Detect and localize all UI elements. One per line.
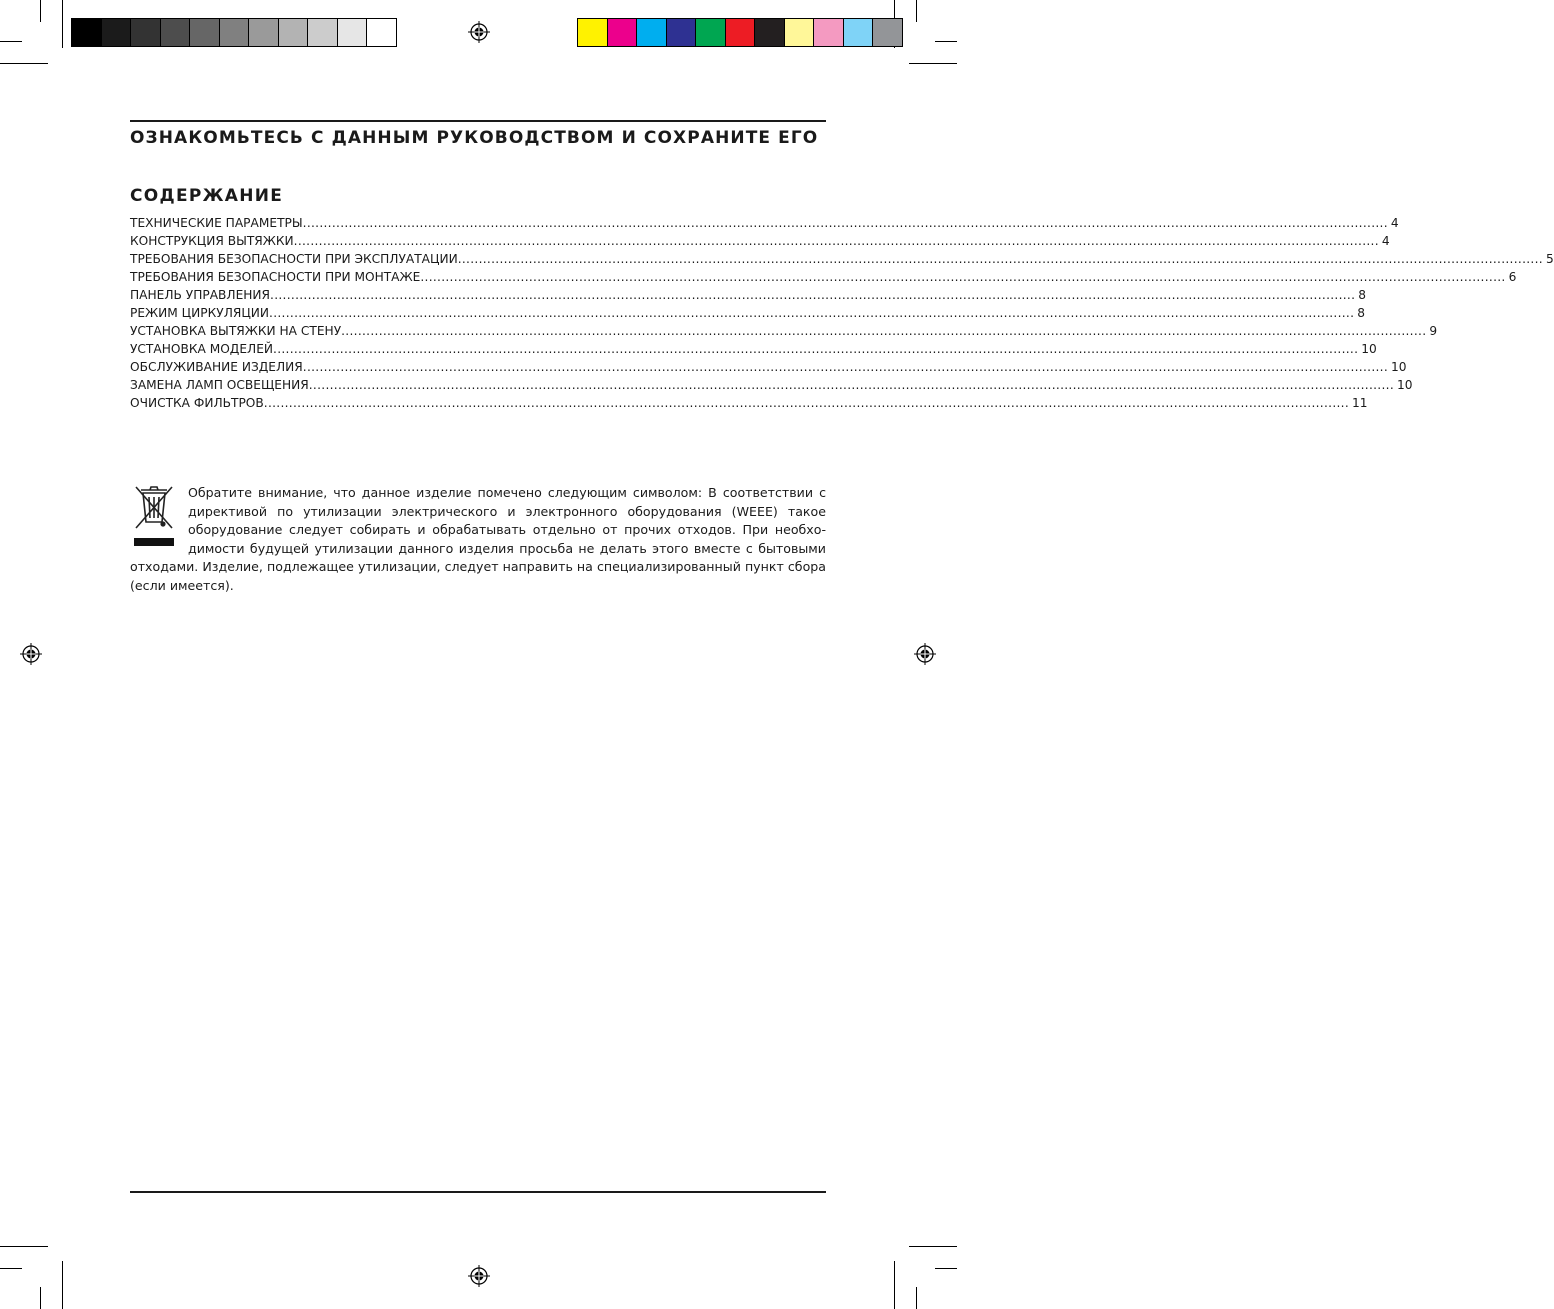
toc-entry-label: ТРЕБОВАНИЯ БЕЗОПАСНОСТИ ПРИ МОНТАЖЕ bbox=[130, 270, 421, 284]
toc-entry-label: РЕЖИМ ЦИРКУЛЯЦИИ bbox=[130, 306, 270, 320]
toc-entry bbox=[130, 232, 1390, 250]
grayscale-swatch bbox=[307, 18, 337, 47]
toc-entry-page: 8 bbox=[1358, 288, 1367, 302]
toc-entry bbox=[130, 214, 1399, 232]
process-color-swatch bbox=[607, 18, 637, 47]
toc-entry-label: УСТАНОВКА МОДЕЛЕЙ bbox=[130, 342, 274, 356]
weee-notice bbox=[130, 484, 826, 595]
toc-entry-label: ОЧИСТКА ФИЛЬТРОВ bbox=[130, 396, 264, 410]
grayscale-swatch bbox=[71, 18, 101, 47]
grayscale-swatch bbox=[101, 18, 131, 47]
toc-leader-dots: .................................................................................................................................................................................................................................................................... bbox=[302, 360, 1389, 374]
toc-entry-page: 8 bbox=[1357, 306, 1366, 320]
toc-entry-page: 10 bbox=[1391, 360, 1407, 374]
bottom-rule bbox=[130, 1191, 826, 1193]
toc-entry-label: ПАНЕЛЬ УПРАВЛЕНИЯ bbox=[130, 288, 271, 302]
toc-entry bbox=[130, 358, 1407, 376]
toc-entry-page: 4 bbox=[1390, 216, 1399, 230]
toc-entry-label: ТРЕБОВАНИЯ БЕЗОПАСНОСТИ ПРИ ЭКСПЛУАТАЦИИ bbox=[130, 252, 458, 266]
weee-notice-text: Обратите внимание, что данное изделие помечено следующим символом: В соответствии с директивой по утилизации электрического и электронного оборудования (WEEE) такое оборудование следует собирать и обрабатывать отдельно от прочих отходов. При необходимости будущей утилизации данного изделия просьба не делать этого вместе с бытовыми отходами. Изделие, подлежащее утилизации, следует направить на специализированный пункт сбора (если имеется). bbox=[130, 485, 826, 593]
toc-entry-page: 10 bbox=[1397, 378, 1413, 392]
toc-leader-dots: .................................................................................................................................................................................................................................................................... bbox=[457, 252, 1543, 266]
process-color-bar bbox=[577, 18, 903, 47]
toc-entry bbox=[130, 340, 1377, 358]
page-headline: ОЗНАКОМЬТЕСЬ С ДАННЫМ РУКОВОДСТВОМ И СОХРАНИТЕ ЕГО bbox=[130, 128, 819, 148]
process-color-swatch bbox=[577, 18, 607, 47]
toc-entry bbox=[130, 286, 1367, 304]
grayscale-swatch bbox=[278, 18, 308, 47]
process-color-swatch bbox=[695, 18, 725, 47]
process-color-swatch bbox=[784, 18, 814, 47]
grayscale-swatch bbox=[366, 18, 397, 47]
toc-leader-dots: .................................................................................................................................................................................................................................................................... bbox=[293, 234, 1379, 248]
grayscale-swatch bbox=[219, 18, 249, 47]
process-color-swatch bbox=[813, 18, 843, 47]
grayscale-swatch bbox=[189, 18, 219, 47]
grayscale-swatch bbox=[160, 18, 190, 47]
toc-entry-label: ТЕХНИЧЕСКИЕ ПАРАМЕТРЫ bbox=[130, 216, 303, 230]
toc-entry-page: 5 bbox=[1545, 252, 1554, 266]
registration-mark-icon bbox=[468, 21, 490, 43]
table-of-contents bbox=[130, 214, 1554, 412]
toc-leader-dots: .................................................................................................................................................................................................................................................................... bbox=[302, 216, 1388, 230]
toc-entry-label: УСТАНОВКА ВЫТЯЖКИ НА СТЕНУ bbox=[130, 324, 342, 338]
toc-entry bbox=[130, 304, 1366, 322]
process-color-swatch bbox=[754, 18, 784, 47]
process-color-swatch bbox=[872, 18, 903, 47]
toc-title: СОДЕРЖАНИЕ bbox=[130, 186, 284, 206]
toc-leader-dots: .................................................................................................................................................................................................................................................................... bbox=[420, 270, 1506, 284]
toc-entry-page: 9 bbox=[1429, 324, 1438, 338]
toc-entry bbox=[130, 394, 1368, 412]
toc-leader-dots: .................................................................................................................................................................................................................................................................... bbox=[273, 342, 1359, 356]
toc-entry-page: 6 bbox=[1508, 270, 1517, 284]
registration-mark-icon bbox=[914, 643, 936, 665]
toc-entry-page: 4 bbox=[1381, 234, 1390, 248]
toc-leader-dots: .................................................................................................................................................................................................................................................................... bbox=[263, 396, 1350, 410]
process-color-swatch bbox=[666, 18, 696, 47]
top-rule bbox=[130, 120, 826, 122]
process-color-swatch bbox=[843, 18, 873, 47]
process-color-swatch bbox=[725, 18, 755, 47]
toc-entry bbox=[130, 250, 1554, 268]
toc-entry bbox=[130, 376, 1413, 394]
grayscale-swatch bbox=[337, 18, 367, 47]
grayscale-swatch bbox=[248, 18, 278, 47]
toc-entry-page: 10 bbox=[1361, 342, 1377, 356]
toc-entry-label: ОБСЛУЖИВАНИЕ ИЗДЕЛИЯ bbox=[130, 360, 303, 374]
toc-leader-dots: .................................................................................................................................................................................................................................................................... bbox=[308, 378, 1395, 392]
toc-entry bbox=[130, 322, 1438, 340]
toc-entry-label: ЗАМЕНА ЛАМП ОСВЕЩЕНИЯ bbox=[130, 378, 309, 392]
process-color-swatch bbox=[636, 18, 666, 47]
toc-leader-dots: .................................................................................................................................................................................................................................................................... bbox=[270, 288, 1356, 302]
grayscale-color-bar bbox=[71, 18, 397, 47]
grayscale-swatch bbox=[130, 18, 160, 47]
toc-leader-dots: .................................................................................................................................................................................................................................................................... bbox=[341, 324, 1427, 338]
toc-entry bbox=[130, 268, 1517, 286]
registration-mark-icon bbox=[468, 1265, 490, 1287]
toc-entry-label: КОНСТРУКЦИЯ ВЫТЯЖКИ bbox=[130, 234, 294, 248]
toc-leader-dots: .................................................................................................................................................................................................................................................................... bbox=[269, 306, 1355, 320]
registration-mark-icon bbox=[20, 643, 42, 665]
toc-entry-page: 11 bbox=[1352, 396, 1368, 410]
